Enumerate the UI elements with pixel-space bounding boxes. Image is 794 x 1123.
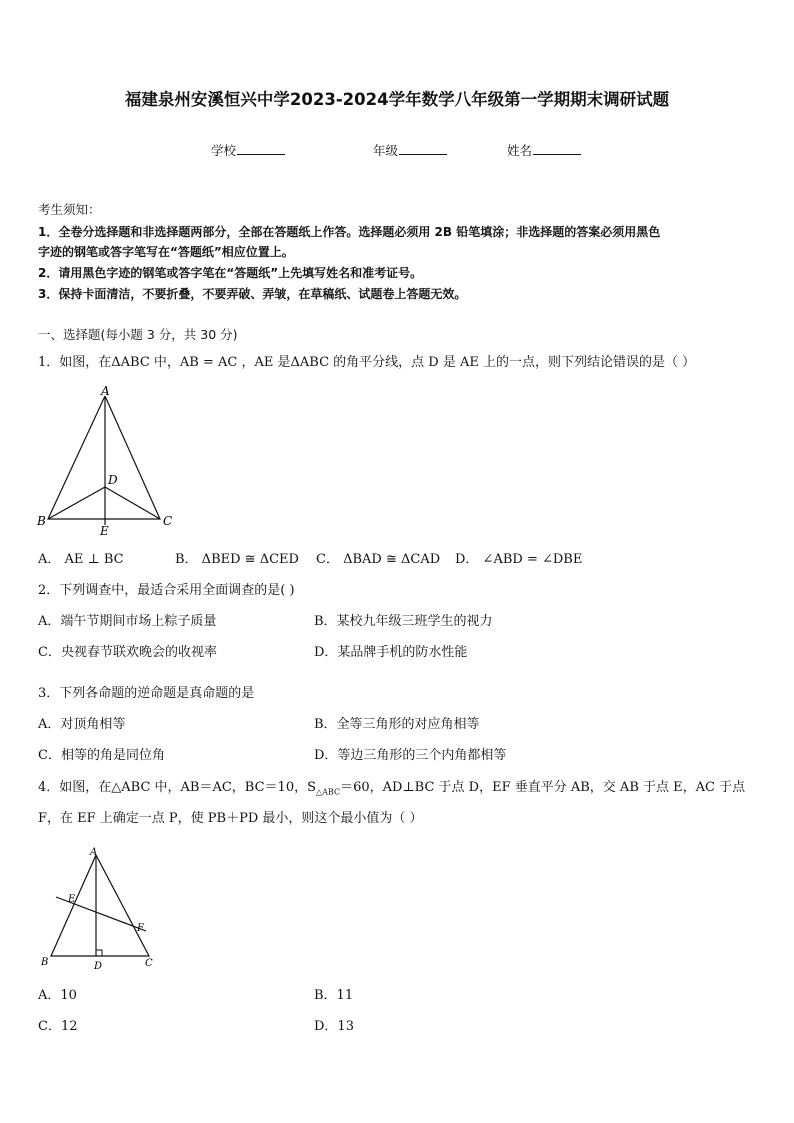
name-label: 姓名 — [507, 143, 533, 158]
school-label: 学校 — [211, 143, 237, 158]
question-4-stem-part-2: ＝60，AD⊥BC 于点 D，EF 垂直平分 AB，交 AB 于点 E，AC 于点 — [340, 780, 746, 795]
question-3-stem: 3．下列各命题的逆命题是真命题的是 — [38, 686, 255, 701]
page-title: 福建泉州安溪恒兴中学2023-2024学年数学八年级第一学期期末调研试题 — [124, 90, 670, 109]
question-1-stem: 1．如图，在ΔABC 中，AB = AC ，AE 是ΔABC 的角平分线，点 D 是 AE 上的一点，则下列结论错误的是（ ） — [38, 355, 696, 370]
student-info-row — [0, 141, 794, 161]
label-b: B — [41, 957, 49, 968]
right-angle-mark — [96, 950, 102, 956]
question-3-option-d[interactable]: D．等边三角形的三个内角都相等 — [314, 748, 507, 763]
question-1-option-c[interactable]: C． ΔBAD ≅ ΔCAD — [316, 552, 441, 567]
notice-item-3: 3．保持卡面清洁，不要折叠，不要弄破、弄皱，在草稿纸、试题卷上答题无效。 — [38, 287, 467, 301]
question-2-option-a[interactable]: A．端午节期间市场上粽子质量 — [38, 614, 217, 629]
segment-bd — [48, 487, 105, 519]
question-3-option-c[interactable]: C．相等的角是同位角 — [38, 748, 165, 763]
question-1-figure — [34, 383, 179, 538]
question-4-option-c[interactable]: C．12 — [38, 1019, 78, 1034]
grade-label: 年级 — [373, 143, 399, 158]
label-d: D — [108, 473, 118, 487]
question-4-option-b[interactable]: B．11 — [314, 988, 354, 1003]
label-f: F — [137, 923, 144, 934]
question-2-option-c[interactable]: C．央视春节联欢晚会的收视率 — [38, 645, 217, 660]
question-2-option-d[interactable]: D．某品牌手机的防水性能 — [314, 645, 468, 660]
question-2-stem: 2．下列调查中，最适合采用全面调查的是( ) — [38, 583, 295, 598]
label-e: E — [100, 524, 109, 538]
notice-item-1-line-2: 字迹的钢笔或答字笔写在“答题纸”相应位置上。 — [38, 245, 294, 259]
question-3-option-a[interactable]: A．对顶角相等 — [38, 717, 126, 732]
question-2-option-b[interactable]: B．某校九年级三班学生的视力 — [314, 614, 493, 629]
notice-item-2: 2．请用黑色字迹的钢笔或答字笔在“答题纸”上先填写姓名和准考证号。 — [38, 266, 423, 280]
question-4-option-d[interactable]: D．13 — [314, 1019, 354, 1034]
grade-field — [373, 141, 447, 159]
question-1-option-a[interactable]: A． AE ⊥ BC — [38, 552, 124, 567]
label-a: A — [101, 384, 110, 398]
question-4-stem-line-2: F，在 EF 上确定一点 P，使 PB＋PD 最小，则这个最小值为（ ） — [38, 811, 423, 826]
triangle-abc — [48, 396, 160, 519]
question-1-option-b[interactable]: B． ΔBED ≅ ΔCED — [175, 552, 299, 567]
name-blank — [533, 142, 581, 155]
question-3-option-b[interactable]: B．全等三角形的对应角相等 — [314, 717, 480, 732]
label-d: D — [94, 961, 103, 972]
section-heading: 一、选择题(每小题 3 分，共 30 分) — [38, 327, 238, 342]
label-e: E — [68, 894, 76, 905]
question-4-area-subscript: △ABC — [316, 787, 341, 797]
question-4-stem-part-1: 4．如图，在△ABC 中，AB＝AC，BC＝10，S — [38, 780, 316, 795]
notice-heading: 考生须知： — [38, 202, 101, 217]
question-4-figure — [36, 843, 166, 973]
school-field — [211, 141, 285, 159]
label-c: C — [163, 514, 173, 528]
label-c: C — [145, 958, 153, 969]
label-a: A — [90, 847, 98, 858]
school-blank — [237, 142, 285, 155]
segment-cd — [105, 487, 160, 519]
notice-item-1-line-1: 1．全卷分选择题和非选择题两部分，全部在答题纸上作答。选择题必须用 2B 铅笔填涂；非选择题的答案必须用黑色 — [38, 225, 661, 239]
grade-blank — [399, 142, 447, 155]
triangle-abc — [51, 855, 149, 956]
question-1-option-d[interactable]: D． ∠ABD = ∠DBE — [455, 552, 583, 567]
label-b: B — [37, 514, 46, 528]
question-4-option-a[interactable]: A．10 — [38, 988, 77, 1003]
name-field — [507, 141, 581, 159]
question-4-stem-line-1 — [38, 780, 745, 801]
